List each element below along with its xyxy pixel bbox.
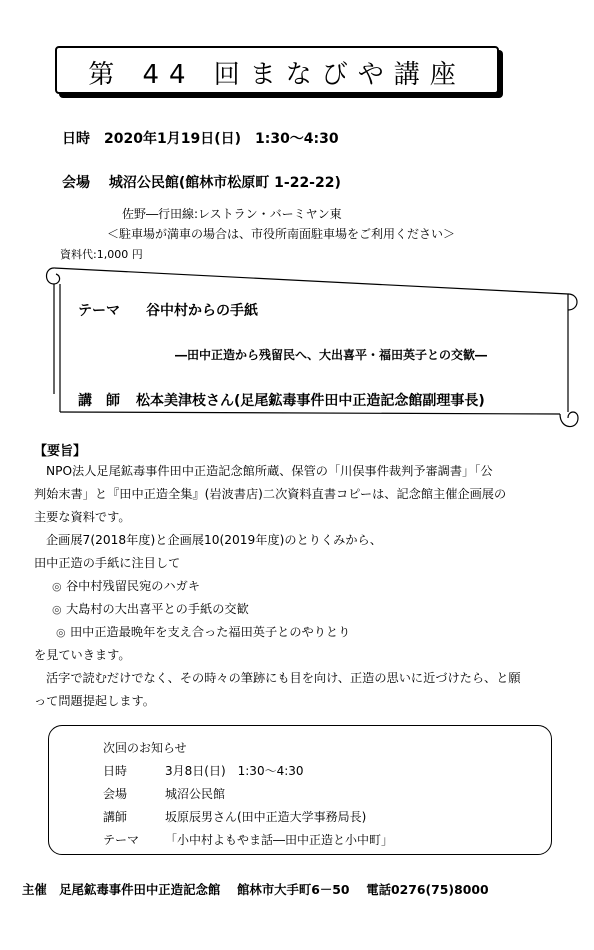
footer-organizer: 主催 足尾鉱毒事件田中正造記念館 館林市大手町6－50 電話0276(75)8000 xyxy=(22,882,489,897)
summary-line: を見ていきます。 xyxy=(34,648,131,662)
next-row xyxy=(103,808,366,825)
title-box xyxy=(55,46,499,94)
theme-title: 谷中村からの手紙 xyxy=(146,303,258,319)
summary-line: 主要な資料です。 xyxy=(34,510,131,524)
summary-line: 田中正造の手紙に注目して xyxy=(34,556,181,570)
next-row-value: 坂原辰男さん(田中正造大学事務局長) xyxy=(165,810,367,824)
event-venue: 会場 城沼公民館(館林市松原町 1-22-22) xyxy=(62,175,341,191)
bullet-item: ◎ 谷中村残留民宛のハガキ xyxy=(52,579,201,593)
summary-line: 判始末書」と『田中正造全集』(岩波書店)二次資料直書コピーは、記念館主催企画展の xyxy=(34,487,507,501)
lecturer-name: 松本美津枝さん(足尾鉱毒事件田中正造記念館副理事長) xyxy=(136,393,485,409)
next-row-label: テーマ xyxy=(103,833,140,847)
bullet-icon: ◎ xyxy=(52,603,62,616)
summary-line: 活字で読むだけでなく、その時々の筆跡にも目を向け、正造の思いに近づけたら、と願 xyxy=(46,671,521,685)
next-heading: 次回のお知らせ xyxy=(103,741,187,755)
next-row xyxy=(103,762,304,779)
bullet-icon: ◎ xyxy=(52,580,62,593)
next-row-label: 日時 xyxy=(103,764,128,778)
next-row xyxy=(103,831,393,848)
next-row-label: 会場 xyxy=(103,787,128,801)
next-row-value: 城沼公民館 xyxy=(165,787,226,801)
page-title: 第 44 回まなびや講座 xyxy=(88,60,466,90)
summary-line: 企画展7(2018年度)と企画展10(2019年度)のとりくみから、 xyxy=(46,533,382,547)
summary-line: NPO法人足尾鉱毒事件田中正造記念館所蔵、保管の「川俣事件裁判予審調書」「公 xyxy=(46,464,493,478)
theme-subtitle: ―田中正造から残留民へ、大出喜平・福田英子との交歓― xyxy=(175,348,488,362)
bullet-item: ◎ 田中正造最晩年を支え合った福田英子とのやりとり xyxy=(56,625,351,639)
event-datetime: 日時 2020年1月19日(日) 1:30〜4:30 xyxy=(62,131,339,147)
next-row-label: 講師 xyxy=(103,810,128,824)
event-access: 佐野―行田線:レストラン・バーミヤン東 xyxy=(122,207,342,221)
bullet-icon: ◎ xyxy=(56,626,66,639)
lecturer-label: 講 師 xyxy=(78,393,120,409)
bullet-item: ◎ 大島村の大出喜平との手紙の交歓 xyxy=(52,602,249,616)
parking-note: ＜駐車場が満車の場合は、市役所南面駐車場をご利用ください＞ xyxy=(107,227,456,241)
next-row-value: 3月8日(日) 1:30〜4:30 xyxy=(165,764,304,778)
material-fee: 資料代:1,000 円 xyxy=(60,248,143,261)
next-row-value: 「小中村よもやま話―田中正造と小中町」 xyxy=(165,833,394,847)
summary-heading: 【要旨】 xyxy=(34,444,87,459)
theme-label: テーマ xyxy=(78,303,120,319)
next-row xyxy=(103,785,225,802)
summary-line: って問題提起します。 xyxy=(34,694,155,708)
